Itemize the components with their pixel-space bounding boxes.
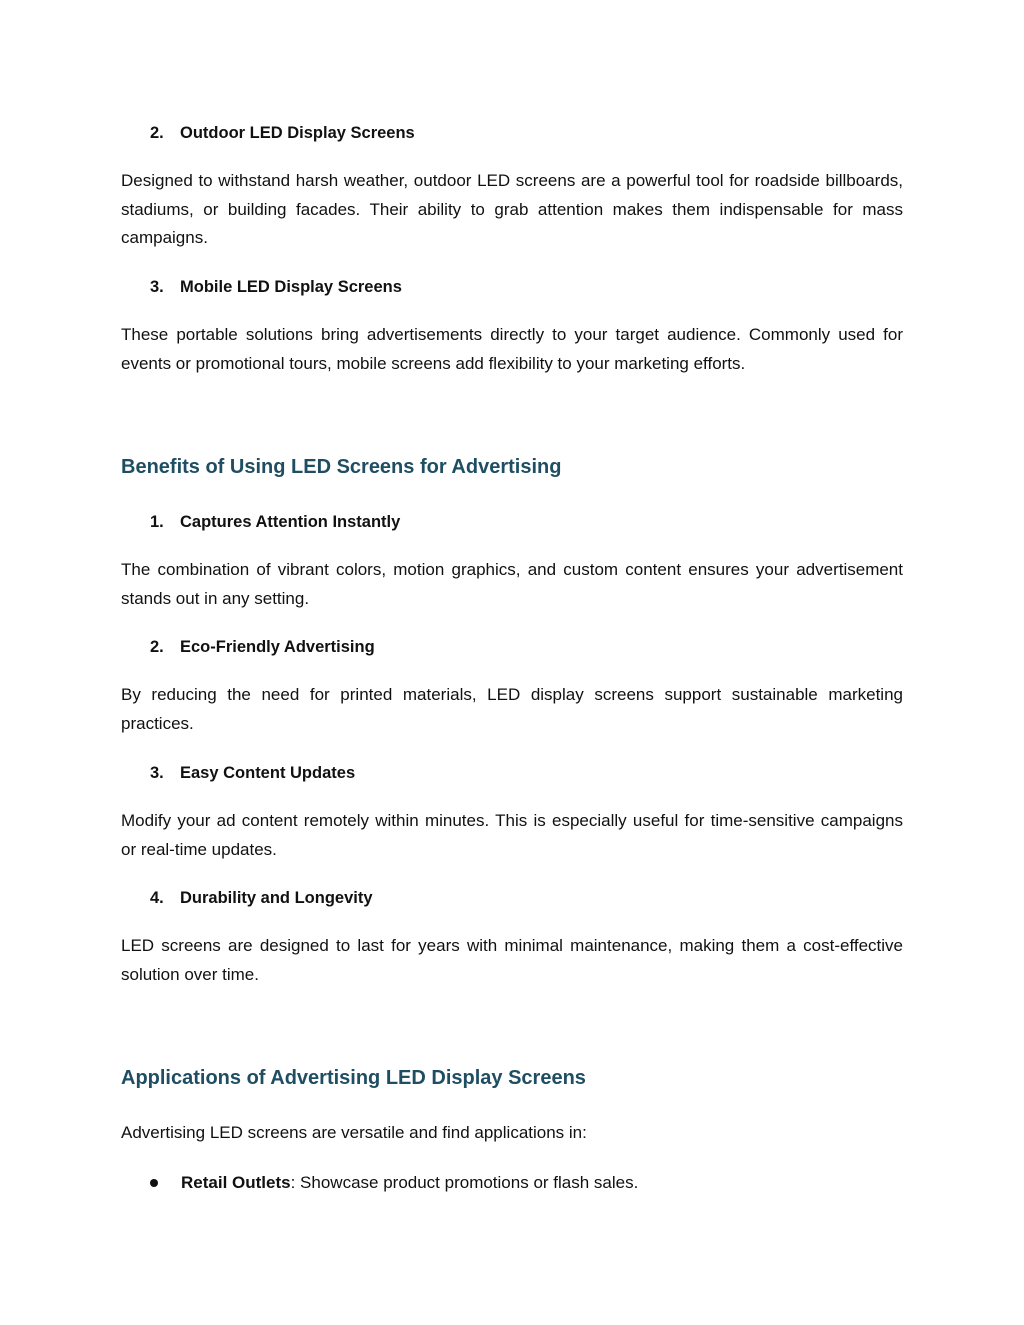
section-heading-applications: Applications of Advertising LED Display Screens (121, 1067, 586, 1089)
section-heading-benefits: Benefits of Using LED Screens for Advertising (121, 456, 562, 478)
paragraph-outdoor-led: Designed to withstand harsh weather, outdoor LED screens are a powerful tool for roadside billboards, stadiums, or building facades. Their ability to grab attention makes them indispensable for mass campaigns. (121, 171, 903, 247)
numbered-heading-easy-content-updates (150, 763, 355, 783)
item-number: 2. (150, 124, 164, 142)
item-title: Easy Content Updates (180, 764, 356, 782)
bullet-icon (150, 1179, 158, 1187)
item-title: Captures Attention Instantly (180, 513, 401, 531)
item-number: 3. (150, 278, 164, 296)
numbered-heading-durability (150, 888, 373, 908)
paragraph-easy-content-updates: Modify your ad content remotely within minutes. This is especially useful for time-sensitive campaigns or real-time updates. (121, 811, 903, 859)
item-number: 2. (150, 638, 164, 656)
numbered-heading-mobile-led (150, 277, 402, 297)
paragraph-captures-attention: The combination of vibrant colors, motion graphics, and custom content ensures your advertisement stands out in any setting. (121, 560, 903, 608)
paragraph-eco-friendly: By reducing the need for printed materials, LED display screens support sustainable marketing practices. (121, 685, 903, 733)
item-title: Outdoor LED Display Screens (180, 124, 415, 142)
paragraph-mobile-led: These portable solutions bring advertisements directly to your target audience. Commonly used for events or promotional tours, mobile screens add flexibility to your marketing efforts. (121, 325, 903, 373)
numbered-heading-eco-friendly (150, 637, 375, 657)
item-number: 4. (150, 889, 164, 907)
item-title: Durability and Longevity (180, 889, 373, 907)
paragraph-applications-intro: Advertising LED screens are versatile and find applications in: (121, 1123, 587, 1142)
bullet-text (181, 1172, 638, 1194)
item-title: Eco-Friendly Advertising (180, 638, 375, 656)
bullet-description: : Showcase product promotions or flash sales. (290, 1173, 639, 1192)
paragraph-durability: LED screens are designed to last for years with minimal maintenance, making them a cost-effective solution over time. (121, 936, 903, 984)
item-number: 3. (150, 764, 164, 782)
item-title: Mobile LED Display Screens (180, 278, 402, 296)
item-number: 1. (150, 513, 164, 531)
numbered-heading-captures-attention (150, 512, 400, 532)
numbered-heading-outdoor-led (150, 123, 415, 143)
bullet-label: Retail Outlets (181, 1173, 291, 1192)
